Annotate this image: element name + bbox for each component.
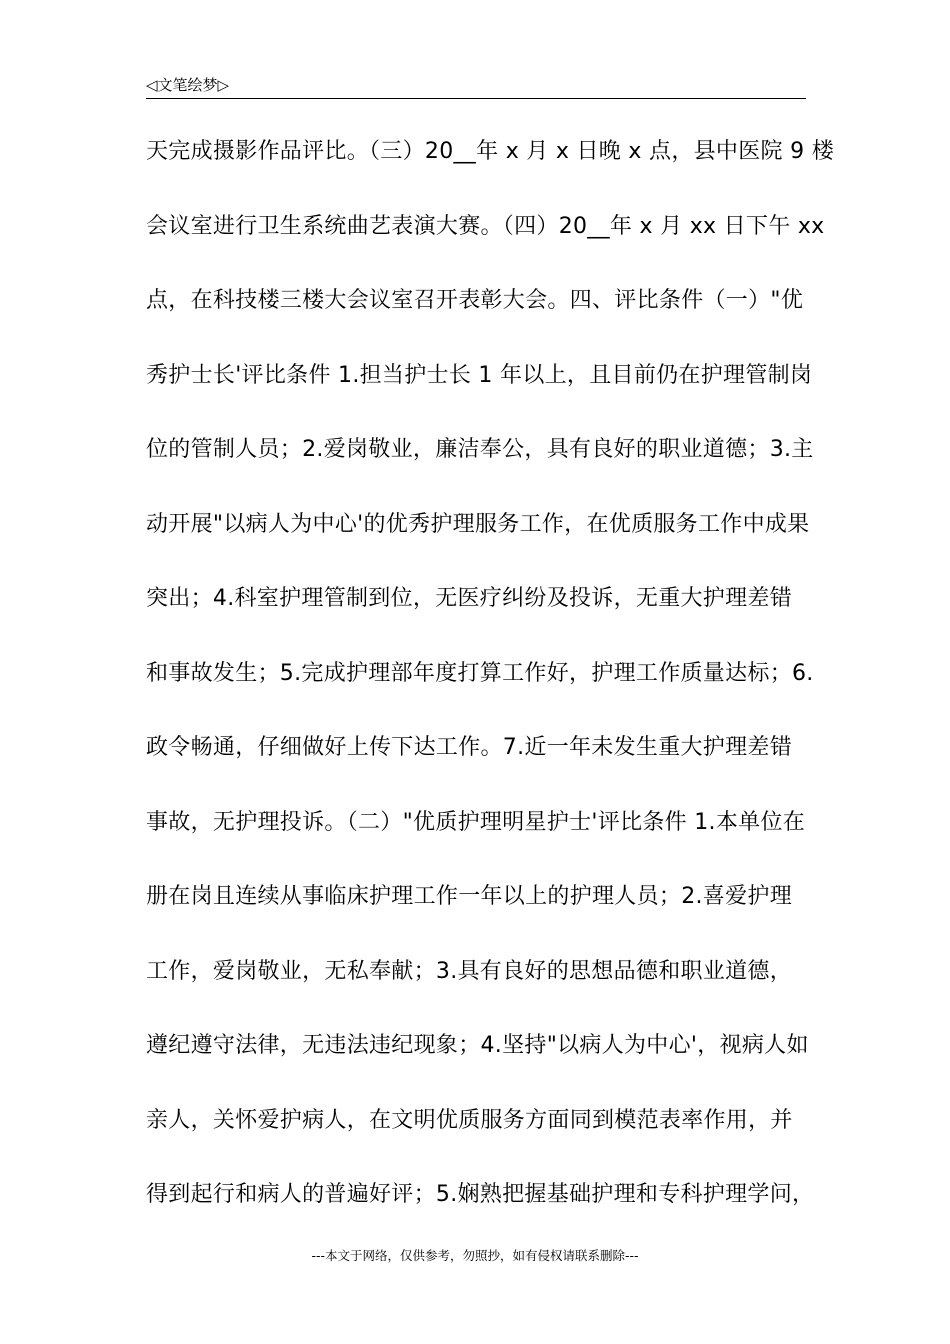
body-line: 得到起行和病人的普遍好评；5.娴熟把握基础护理和专科护理学问， (146, 1182, 815, 1207)
body-line: 工作，爱岗敬业，无私奉献；3.具有良好的思想品德和职业道德， (146, 958, 792, 984)
page-footer (0, 1246, 950, 1264)
body-line: 事故，无护理投诉。（二）"优质护理明星护士'评比条件 1.本单位在 (146, 809, 806, 835)
body-line: 政令畅通，仔细做好上传下达工作。7.近一年未发生重大护理差错 (146, 735, 792, 760)
body-line: 和事故发生；5.完成护理部年度打算工作好，护理工作质量达标；6. (146, 660, 814, 686)
body-line: 亲人，关怀爱护病人，在文明优质服务方面同到模范表率作用，并 (146, 1107, 793, 1133)
body-line: 秀护士长'评比条件 1.担当护士长 1 年以上，且目前仍在护理管制岗 (146, 362, 813, 388)
document-body (146, 130, 834, 1248)
body-line: 遵纪遵守法律，无违法违纪现象；4.坚持"以病人为中心'，视病人如 (146, 1033, 809, 1058)
body-line: 突出；4.科室护理管制到位，无医疗纠纷及投诉，无重大护理差错 (146, 586, 792, 611)
page-header (146, 72, 806, 99)
body-line: 点，在科技楼三楼大会议室召开表彰大会。四、评比条件（一）"优 (146, 288, 804, 313)
body-line: 天完成摄影作品评比。（三）20__年 x 月 x 日晚 x 点，县中医院 9 楼 (146, 139, 834, 164)
body-line: 会议室进行卫生系统曲艺表演大赛。（四）20__年 x 月 xx 日下午 xx (146, 213, 825, 239)
header-title: ◁文笔绘梦▷ (146, 76, 230, 94)
body-line: 动开展"以病人为中心'的优秀护理服务工作，在优质服务工作中成果 (146, 511, 810, 537)
footer-disclaimer: ---本文于网络，仅供参考，勿照抄，如有侵权请联系删除--- (311, 1248, 639, 1263)
body-line: 位的管制人员；2.爱岗敬业，廉洁奉公，具有良好的职业道德；3.主 (146, 437, 814, 462)
body-line: 册在岗且连续从事临床护理工作一年以上的护理人员；2.喜爱护理 (146, 884, 792, 909)
